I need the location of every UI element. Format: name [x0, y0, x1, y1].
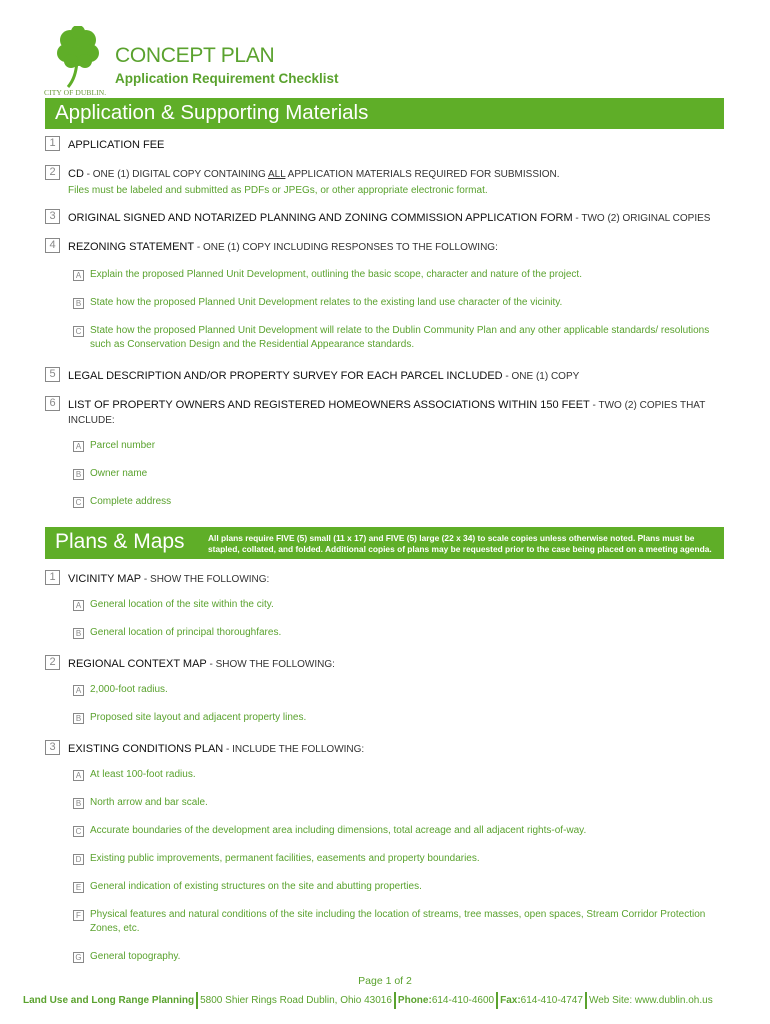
item-label: EXISTING CONDITIONS PLAN	[68, 743, 224, 755]
subitem-text: General location of the site within the city.	[90, 599, 274, 610]
city-logo	[44, 24, 108, 99]
item-detail: - INCLUDE THE FOLLOWING:	[223, 744, 365, 755]
item-number: 4	[45, 238, 60, 253]
footer-address: 5800 Shier Rings Road Dublin, Ohio 43016	[200, 995, 392, 1007]
subitem-text: Accurate boundaries of the development area including dimensions, total acreage and all adjacent rights-of-way.	[90, 825, 587, 836]
subitem-letter: B	[73, 713, 84, 724]
document-title: CONCEPT PLAN	[115, 44, 275, 67]
item-label: LEGAL DESCRIPTION AND/OR PROPERTY SURVEY FOR EACH PARCEL INCLUDED	[68, 370, 503, 382]
subitem-letter: E	[73, 882, 84, 893]
item-detail: - ONE (1) DIGITAL COPY CONTAINING	[83, 169, 268, 180]
section-banner-plans	[45, 527, 724, 559]
item-number: 6	[45, 396, 60, 411]
subitem-letter: G	[73, 952, 84, 963]
footer-fax-label: Fax:	[500, 995, 521, 1007]
item-number: 1	[45, 136, 60, 151]
footer-divider	[196, 992, 198, 1009]
subitem-letter: B	[73, 469, 84, 480]
subitem-letter: C	[73, 826, 84, 837]
subitem-letter: B	[73, 628, 84, 639]
item-detail: APPLICATION MATERIALS REQUIRED FOR SUBMISSION.	[285, 169, 560, 180]
footer-divider	[585, 992, 587, 1009]
section-note: All plans require FIVE (5) small (11 x 17) and FIVE (5) large (22 x 34) to scale copies unless otherwise noted. Plans must be stapled, collated, and folded. Additional copies of plans may be requested prior to the case being placed on a meeting agenda.	[208, 533, 712, 554]
item-detail: - ONE (1) COPY	[502, 371, 580, 382]
item-detail: - SHOW THE FOLLOWING:	[206, 659, 335, 670]
subitem-text: Parcel number	[90, 440, 156, 451]
item-number: 3	[45, 740, 60, 755]
item-label: LIST OF PROPERTY OWNERS AND REGISTERED HOMEOWNERS ASSOCIATIONS WITHIN 150 FEET	[68, 399, 590, 411]
subitem-text: North arrow and bar scale.	[90, 797, 208, 808]
subitem-text: Existing public improvements, permanent facilities, easements and property boundaries.	[90, 853, 480, 864]
shamrock-icon	[52, 26, 104, 88]
subitem-text: Owner name	[90, 468, 148, 479]
subitem-letter: A	[73, 770, 84, 781]
section-title: Plans & Maps	[55, 530, 185, 553]
item-note: Files must be labeled and submitted as PDFs or JPEGs, or other appropriate electronic format.	[68, 185, 488, 196]
item-label: REZONING STATEMENT	[68, 241, 195, 253]
item-detail-underlined: ALL	[268, 169, 286, 180]
item-number: 5	[45, 367, 60, 382]
subitem-letter: C	[73, 497, 84, 508]
subitem-letter: B	[73, 298, 84, 309]
subitem-text: State how the proposed Planned Unit Development will relate to the Dublin Community Plan and any other applicable standards/ resolutions such as Conservation Design and the Residential Appearance standards.	[90, 325, 710, 350]
subitem-text: General topography.	[90, 951, 181, 962]
subitem-text: Physical features and natural conditions of the site including the location of streams, tree masses, open spaces, Stream Corridor Protection Zones, etc.	[90, 909, 706, 934]
logo-text: CITY OF DUBLIN.	[44, 88, 107, 97]
subitem-text: Complete address	[90, 496, 172, 507]
item-number: 3	[45, 209, 60, 224]
item-label: VICINITY MAP	[68, 573, 142, 585]
item-label: ORIGINAL SIGNED AND NOTARIZED PLANNING AND ZONING COMMISSION APPLICATION FORM	[68, 212, 573, 224]
subitem-letter: A	[73, 600, 84, 611]
subitem-text: General indication of existing structures on the site and abutting properties.	[90, 881, 422, 892]
page-footer	[23, 992, 753, 1009]
subitem-text: General location of principal thoroughfares.	[90, 627, 282, 638]
item-number: 2	[45, 165, 60, 180]
subitem-letter: F	[73, 910, 84, 921]
subitem-text: Proposed site layout and adjacent property lines.	[90, 712, 307, 723]
document-header	[44, 24, 724, 99]
subitem-letter: C	[73, 326, 84, 337]
subitem-text: Explain the proposed Planned Unit Development, outlining the basic scope, character and nature of the project.	[90, 269, 582, 280]
subitem-letter: A	[73, 441, 84, 452]
footer-website[interactable]: Web Site: www.dublin.oh.us	[588, 995, 713, 1007]
section-title: Application & Supporting Materials	[55, 101, 369, 124]
item-detail: - TWO (2) COPIES THAT INCLUDE:	[68, 400, 706, 426]
subitem-text: State how the proposed Planned Unit Development relates to the existing land use character of the vicinity.	[90, 297, 563, 308]
subitem-letter: A	[73, 270, 84, 281]
item-number: 2	[45, 655, 60, 670]
item-detail: - SHOW THE FOLLOWING:	[141, 574, 270, 585]
item-detail: - ONE (1) COPY INCLUDING RESPONSES TO THE FOLLOWING:	[194, 242, 498, 253]
item-label: REGIONAL CONTEXT MAP	[68, 658, 207, 670]
item-label: CD	[68, 168, 84, 180]
footer-fax: 614-410-4747	[520, 995, 583, 1007]
item-detail: - TWO (2) ORIGINAL COPIES	[572, 213, 711, 224]
footer-phone: 614-410-4600	[431, 995, 495, 1007]
subitem-letter: D	[73, 854, 84, 865]
footer-department: Land Use and Long Range Planning	[23, 995, 195, 1007]
subitem-text: 2,000-foot radius.	[90, 684, 168, 695]
item-label: APPLICATION FEE	[68, 139, 165, 151]
subitem-text: At least 100-foot radius.	[90, 769, 196, 780]
item-number: 1	[45, 570, 60, 585]
subitem-letter: A	[73, 685, 84, 696]
page-number: Page 1 of 2	[358, 975, 412, 987]
subitem-letter: B	[73, 798, 84, 809]
footer-divider	[394, 992, 396, 1009]
section-banner-application	[45, 98, 724, 129]
footer-phone-label: Phone:	[397, 995, 432, 1007]
footer-divider	[496, 992, 498, 1009]
document-subtitle: Application Requirement Checklist	[115, 71, 339, 86]
